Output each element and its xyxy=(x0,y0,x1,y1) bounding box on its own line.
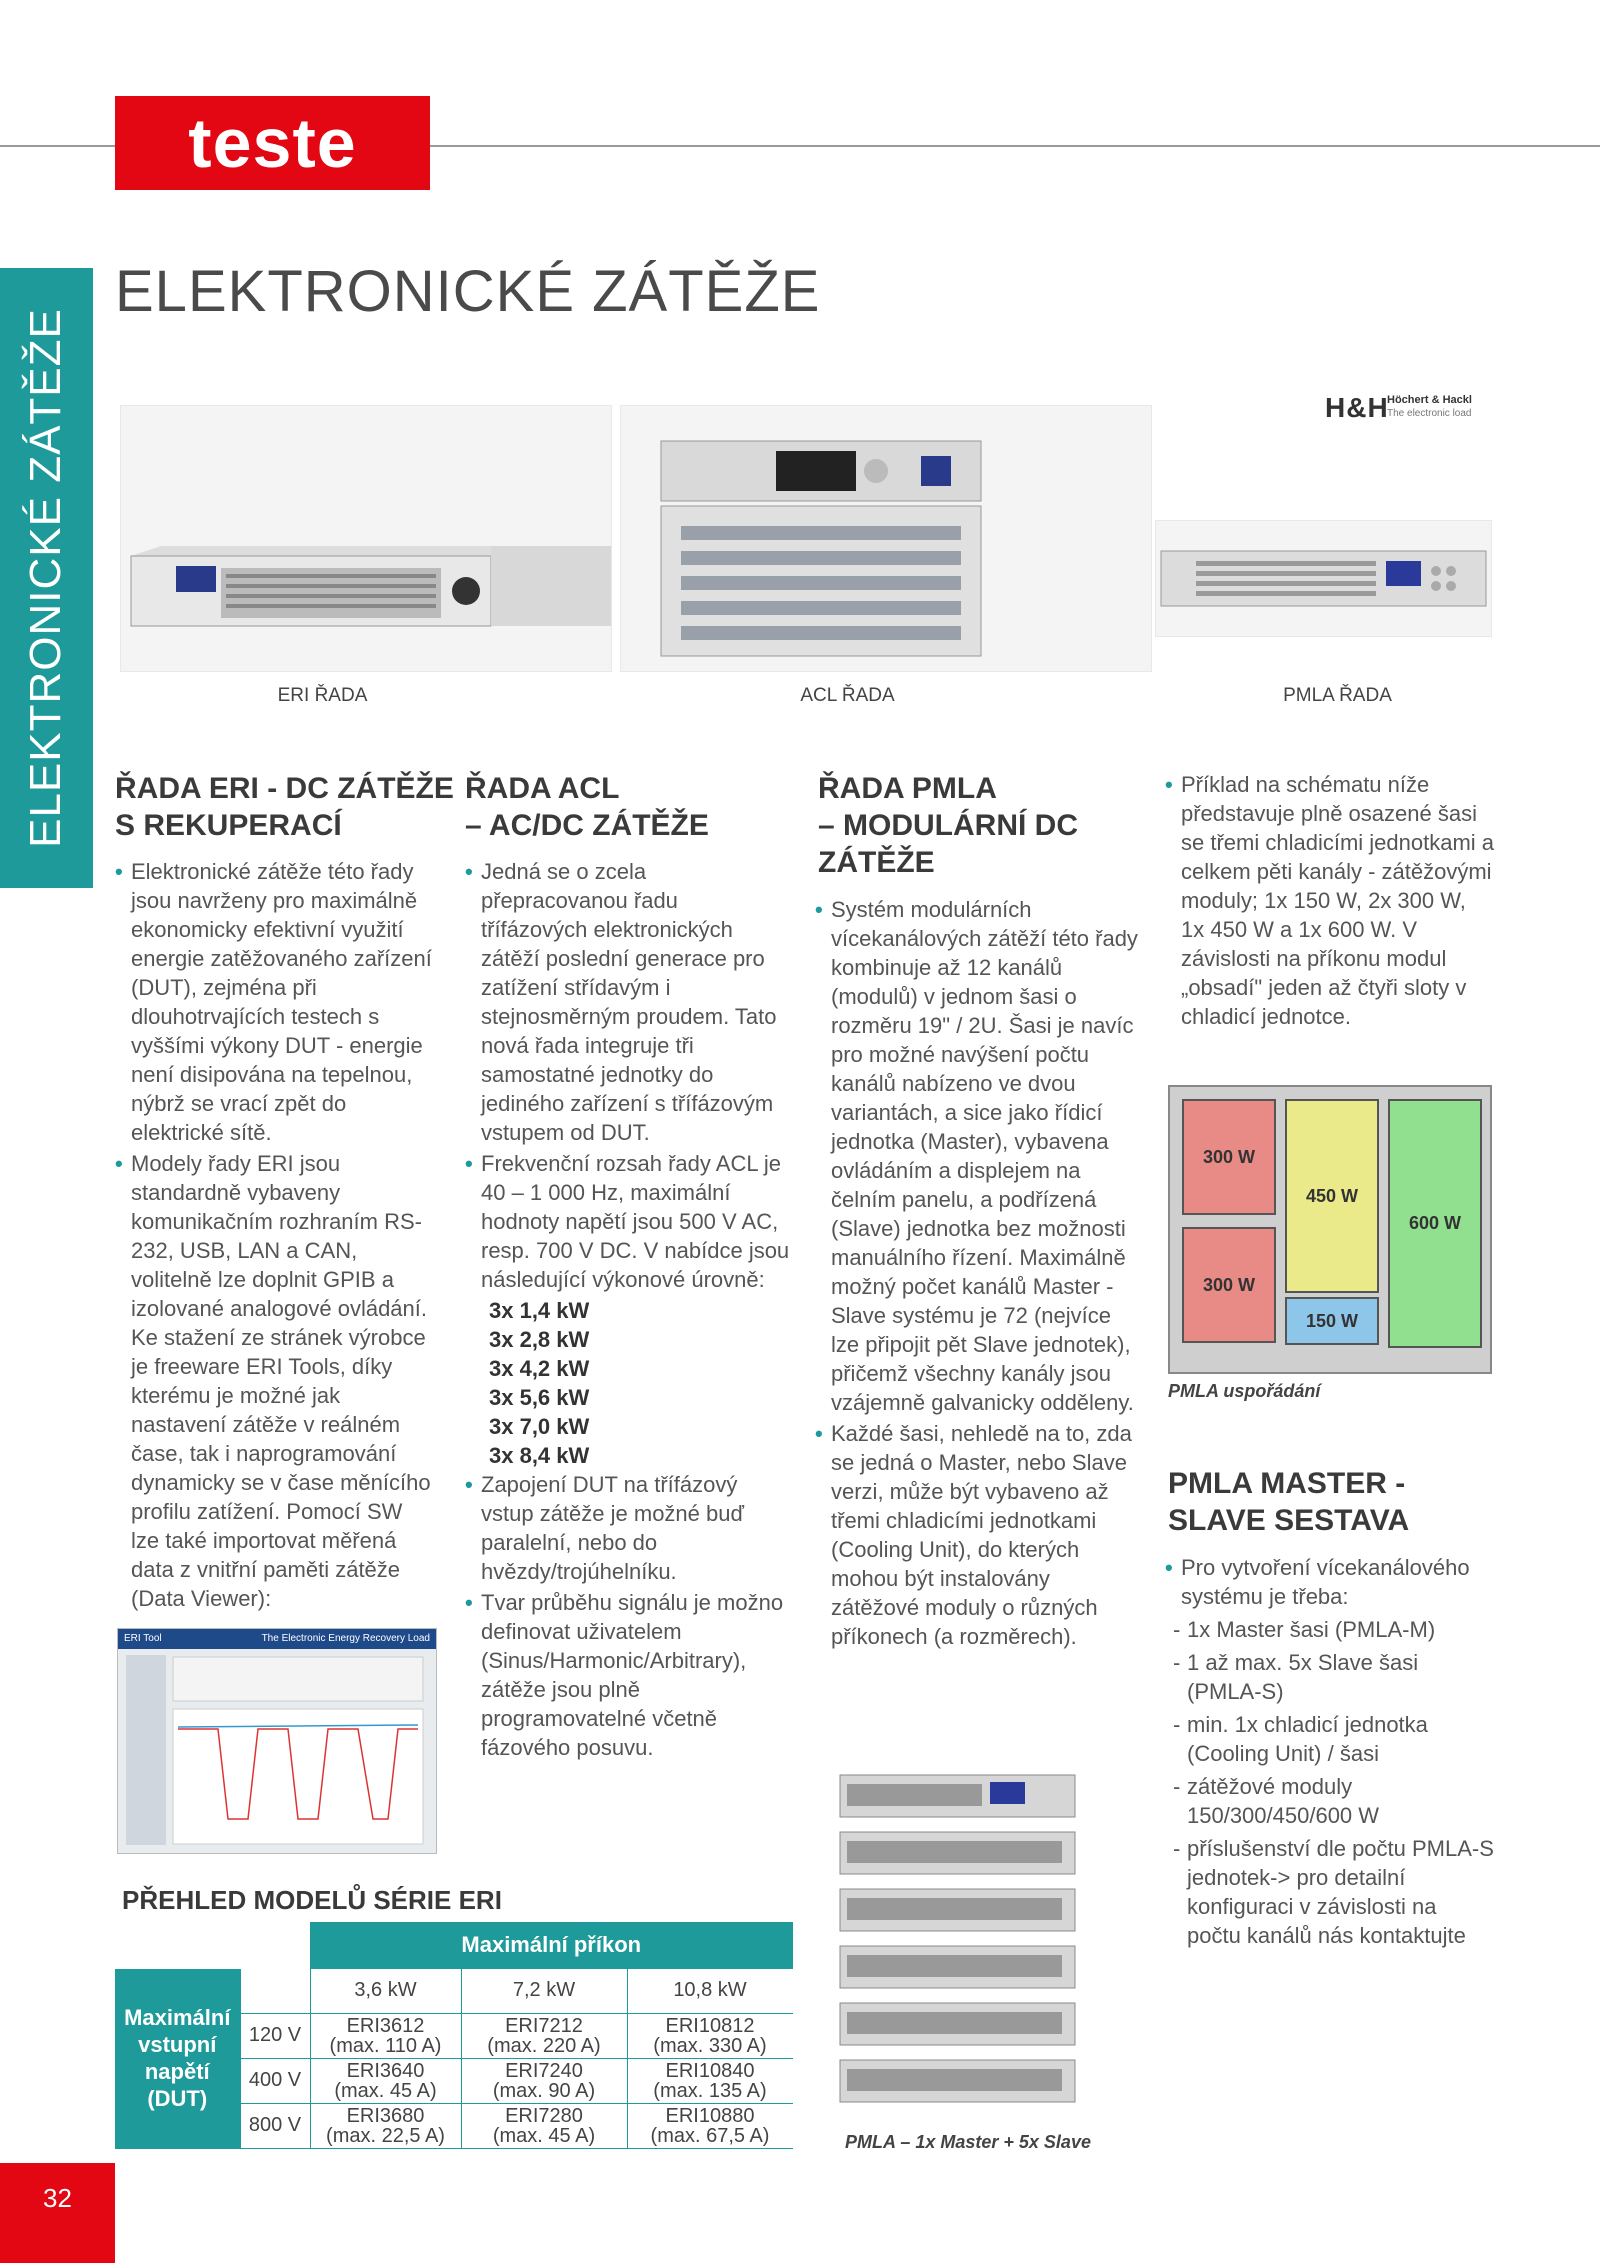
eri-tool-screenshot xyxy=(117,1628,437,1854)
section-tag: teste xyxy=(115,96,430,190)
acl-power-3: 3x 4,2 kW xyxy=(489,1356,590,1381)
acl-body xyxy=(465,857,790,1764)
model-cell xyxy=(310,2058,461,2103)
model-cell xyxy=(627,2103,793,2148)
power-header: Maximální příkon xyxy=(310,1922,793,1969)
model-current: (max. 45 A) xyxy=(492,2124,596,2147)
model-name: ERI10840 xyxy=(665,2059,755,2082)
model-current: (max. 220 A) xyxy=(487,2034,601,2057)
requirement-item-4: - zátěžové moduly 150/300/450/600 W xyxy=(1165,1772,1495,1830)
model-current: (max. 22,5 A) xyxy=(326,2124,445,2147)
eri-device-illustration xyxy=(121,406,611,671)
module-150w: 150 W xyxy=(1285,1297,1379,1345)
logo-company: Höchert & Hackl xyxy=(1387,394,1472,406)
model-cell xyxy=(310,2103,461,2148)
acl-heading-line2: – AC/DC ZÁTĚŽE xyxy=(465,809,709,842)
pmla-stack-image xyxy=(835,1770,1085,2130)
eri-heading-line1: ŘADA ERI - DC ZÁTĚŽE xyxy=(115,772,454,805)
model-current: (max. 45 A) xyxy=(334,2079,437,2102)
pmla-bullet-2: • Každé šasi, nehledě na to, zda se jedná o Master, nebo Slave verzi, může být vybaveno až třemi chladicími jednotkami (Cooling Unit), do kterých mohou být instalovány zátěžové moduly o různých příkonech (a rozměrech). xyxy=(815,1419,1140,1651)
col-header-2: 7,2 kW xyxy=(461,1969,627,2014)
pmla-heading xyxy=(818,770,1078,881)
master-slave-heading-line2: SLAVE SESTAVA xyxy=(1168,1504,1410,1537)
pmla-heading-line1: ŘADA PMLA xyxy=(818,772,997,805)
caption-pmla: PMLA ŘADA xyxy=(1283,685,1392,706)
right-bullet-2: • Pro vytvoření vícekanálového systému je třeba: xyxy=(1165,1553,1495,1611)
master-slave-heading xyxy=(1168,1465,1409,1539)
pmla-bullet-1: • Systém modulárních vícekanálových zátěží této řady kombinuje až 12 kanálů (modulů) v jednom šasi o rozměru 19" / 2U. Šasi je navíc pro možné navýšení počtu kanálů nabízeno ve dvou variantách, a sice jako řídicí jednotka (Master), vybavena ovládáním a displejem na čelním panelu, a podřízená (Slave) jednotka bez možnosti manuálního řízení. Maximálně možný počet kanálů Master - Slave systému je 72 (nejvíce lze připojit pět Slave jednotek), přičemž všechny kanály jsou vzájemně galvanicky odděleny. xyxy=(815,895,1140,1417)
acl-heading xyxy=(465,770,709,844)
acl-power-6: 3x 8,4 kW xyxy=(489,1443,590,1468)
model-name: ERI10880 xyxy=(665,2104,755,2127)
col-header-3: 10,8 kW xyxy=(627,1969,793,2014)
model-current: (max. 330 A) xyxy=(653,2034,767,2057)
model-name: ERI7240 xyxy=(505,2059,583,2082)
logo-slogan: The electronic load xyxy=(1387,408,1472,419)
eri-body xyxy=(115,857,435,1615)
model-name: ERI3680 xyxy=(346,2104,425,2127)
voltage-header: Maximální vstupní napětí (DUT) xyxy=(115,1969,240,2149)
acl-device-illustration xyxy=(621,406,1151,671)
row-voltage: 400 V xyxy=(240,2058,310,2103)
model-current: (max. 67,5 A) xyxy=(650,2124,770,2147)
pmla-stack-caption: PMLA – 1x Master + 5x Slave xyxy=(845,2132,1091,2152)
right-bullet-1: • Příklad na schématu níže představuje plně osazené šasi se třemi chladicími jednotkami a celkem pěti kanály - zátěžovými moduly; 1x 150 W, 2x 300 W, 1x 450 W a 1x 600 W. V závislosti na příkonu modul „obsadí" jeden až čtyři sloty v chladicí jednotce. xyxy=(1165,770,1495,1031)
right-body-bottom xyxy=(1165,1553,1495,1950)
product-image-pmla xyxy=(1155,520,1492,637)
model-cell xyxy=(627,2058,793,2103)
acl-bullet-1: • Jedná se o zcela přepracovanou řadu třífázových elektronických zátěží poslední generace pro zatížení střídavým i stejnosměrným proudem. Tato nová řada integruje tři samostatné jednotky do jediného zařízení s třífázovým vstupem od DUT. xyxy=(465,857,790,1147)
acl-bullet-3: • Zapojení DUT na třífázový vstup zátěže je možné buď paralelní, nebo do hvězdy/trojúhelníku. xyxy=(465,1470,790,1586)
eri-bullet-2: • Modely řady ERI jsou standardně vybaveny komunikačním rozhraním RS-232, USB, LAN a CAN, volitelně lze doplnit GPIB a izolované analogové ovládání. Ke stažení ze stránek výrobce je freeware ERI Tools, díky kterému je možné jak nastavení zátěže v reálném čase, tak i naprogramování dynamicky se v čase měnícího profilu zatížení. Pomocí SW lze také importovat měřená data z vnitřní paměti zátěže (Data Viewer): xyxy=(115,1149,435,1613)
acl-power-2: 3x 2,8 kW xyxy=(489,1327,590,1352)
acl-bullet-2: • Frekvenční rozsah řady ACL je 40 – 1 000 Hz, maximální hodnoty napětí jsou 500 V AC, resp. 700 V DC. V nabídce jsou následující výkonové úrovně: xyxy=(465,1149,790,1294)
requirement-item-3: - min. 1x chladicí jednotka (Cooling Unit) / šasi xyxy=(1165,1710,1495,1768)
diagram-caption: PMLA uspořádání xyxy=(1168,1381,1321,1401)
pmla-device-illustration xyxy=(1156,521,1491,636)
acl-power-4: 3x 5,6 kW xyxy=(489,1385,590,1410)
product-image-acl xyxy=(620,405,1152,672)
requirement-item-2: - 1 až max. 5x Slave šasi (PMLA-S) xyxy=(1165,1648,1495,1706)
model-current: (max. 135 A) xyxy=(653,2079,767,2102)
eri-tool-graph xyxy=(118,1649,436,1853)
brand-logo xyxy=(1325,390,1485,430)
eri-tool-title: ERI Tool xyxy=(124,1633,162,1644)
acl-bullet-4: • Tvar průběhu signálu je možno definovat uživatelem (Sinus/Harmonic/Arbitrary), zátěže jsou plně programovatelné včetně fázového posuvu. xyxy=(465,1588,790,1762)
acl-power-1: 3x 1,4 kW xyxy=(489,1298,590,1323)
model-name: ERI3612 xyxy=(346,2014,425,2037)
master-slave-heading-line1: PMLA MASTER - xyxy=(1168,1467,1406,1500)
sidebar-label: ELEKTRONICKÉ ZÁTĚŽE xyxy=(21,308,70,848)
eri-tool-subtitle: The Electronic Energy Recovery Load xyxy=(261,1633,430,1644)
eri-heading-line2: S REKUPERACÍ xyxy=(115,809,342,842)
module-450w: 450 W xyxy=(1285,1099,1379,1293)
eri-tool-titlebar xyxy=(118,1629,436,1649)
pmla-stack-illustration xyxy=(835,1770,1085,2130)
col-header-1: 3,6 kW xyxy=(310,1969,461,2014)
table-column-row xyxy=(115,1969,793,2014)
eri-heading xyxy=(115,770,454,844)
acl-power-5: 3x 7,0 kW xyxy=(489,1414,590,1439)
model-cell xyxy=(461,2103,627,2148)
module-300w-a: 300 W xyxy=(1182,1099,1276,1215)
model-name: ERI7280 xyxy=(505,2104,583,2127)
model-cell xyxy=(461,2013,627,2058)
pmla-heading-line2: – MODULÁRNÍ DC xyxy=(818,809,1078,842)
model-name: ERI3640 xyxy=(346,2059,425,2082)
page-title: ELEKTRONICKÉ ZÁTĚŽE xyxy=(115,259,821,324)
module-600w: 600 W xyxy=(1388,1099,1482,1348)
model-cell xyxy=(310,2013,461,2058)
model-current: (max. 90 A) xyxy=(492,2079,596,2102)
requirement-item-1: - 1x Master šasi (PMLA-M) xyxy=(1165,1615,1495,1644)
row-voltage: 800 V xyxy=(240,2103,310,2148)
caption-acl: ACL ŘADA xyxy=(800,685,895,706)
row-voltage: 120 V xyxy=(240,2013,310,2058)
caption-eri: ERI ŘADA xyxy=(277,685,368,706)
page-number: 32 xyxy=(0,2163,115,2263)
module-300w-b: 300 W xyxy=(1182,1227,1276,1343)
model-name: ERI10812 xyxy=(665,2014,755,2037)
pmla-layout-diagram xyxy=(1168,1085,1492,1374)
pmla-heading-line3: ZÁTĚŽE xyxy=(818,846,935,879)
eri-bullet-1: • Elektronické zátěže této řady jsou navrženy pro maximálně ekonomicky efektivní využití energie zatěžovaného zařízení (DUT), zejména při dlouhotrvajících testech s vyššími výkony DUT - energie není disipována na tepelnou, nýbrž se vrací zpět do elektrické sítě. xyxy=(115,857,435,1147)
pmla-body xyxy=(815,895,1140,1653)
model-cell xyxy=(461,2058,627,2103)
model-cell xyxy=(627,2013,793,2058)
eri-models-table xyxy=(115,1922,793,2149)
table-title: PŘEHLED MODELŮ SÉRIE ERI xyxy=(122,1885,502,1915)
requirement-item-5: - příslušenství dle počtu PMLA-S jednotek-> pro detailní konfiguraci v závislosti na počtu kanálů nás kontaktujte xyxy=(1165,1834,1495,1950)
acl-heading-line1: ŘADA ACL xyxy=(465,772,620,805)
right-body-top xyxy=(1165,770,1495,1033)
model-current: (max. 110 A) xyxy=(329,2034,442,2057)
product-image-eri xyxy=(120,405,612,672)
model-name: ERI7212 xyxy=(505,2014,583,2037)
table-header-row xyxy=(115,1922,793,1969)
sidebar-band xyxy=(0,268,93,888)
logo-mark: H&H xyxy=(1325,392,1389,423)
